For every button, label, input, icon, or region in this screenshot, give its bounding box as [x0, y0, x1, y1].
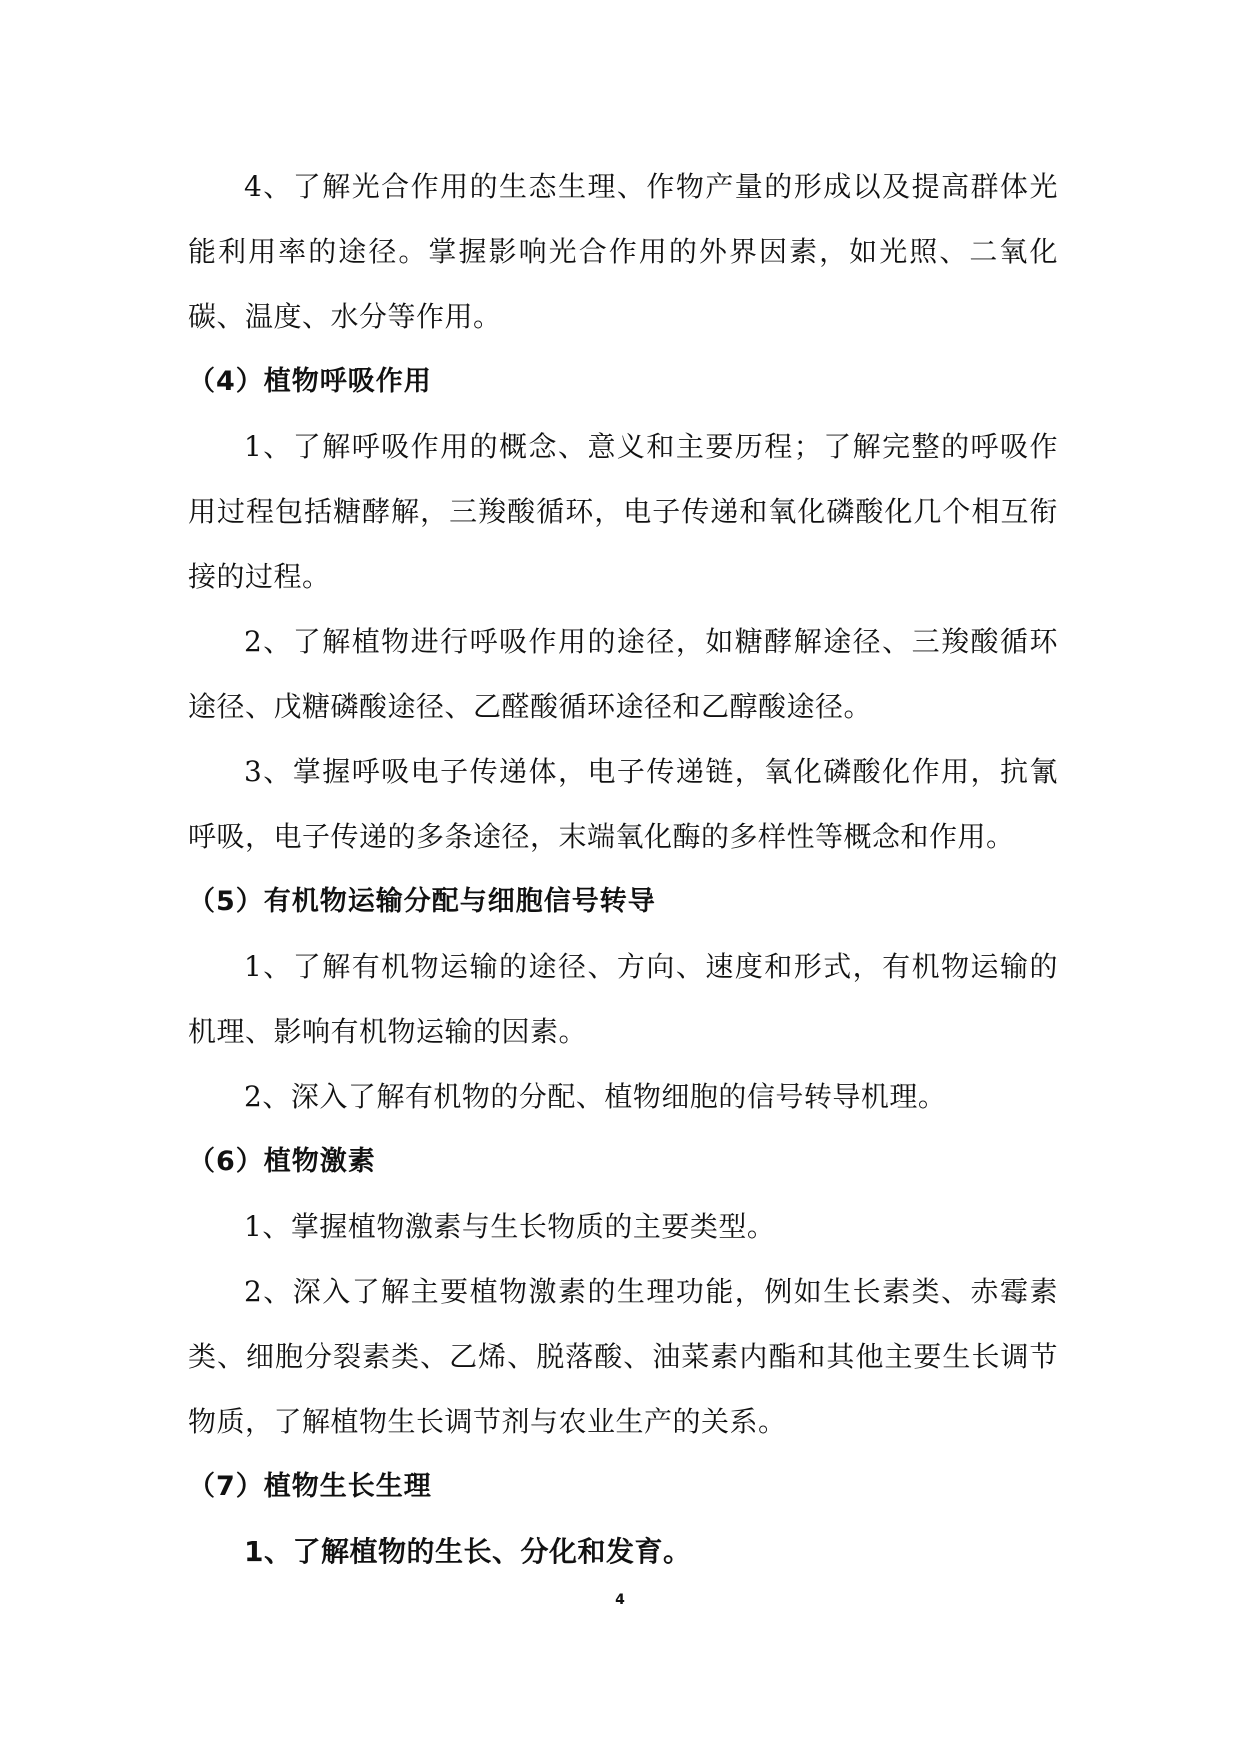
section-heading-transport-signaling: （5）有机物运输分配与细胞信号转导	[188, 886, 656, 917]
paragraph-photosynthesis-4: 4、了解光合作用的生态生理、作物产量的形成以及提高群体光能利用率的途径。掌握影响光合作用的外界因素，如光照、二氧化碳、温度、水分等作用。	[188, 170, 1058, 333]
paragraph-transport-2: 2、深入了解有机物的分配、植物细胞的信号转导机理。	[244, 1080, 947, 1113]
page-number: 4	[615, 1592, 625, 1608]
paragraph-hormones-2: 2、深入了解主要植物激素的生理功能，例如生长素类、赤霉素类、细胞分裂素类、乙烯、脱落酸、油菜素内酯和其他主要生长调节物质，了解植物生长调节剂与农业生产的关系。	[188, 1275, 1058, 1438]
paragraph-growth-1: 1、了解植物的生长、分化和发育。	[244, 1535, 692, 1568]
paragraph-hormones-1: 1、掌握植物激素与生长物质的主要类型。	[244, 1210, 776, 1243]
paragraph-transport-1: 1、了解有机物运输的途径、方向、速度和形式，有机物运输的机理、影响有机物运输的因素。	[188, 950, 1058, 1048]
document-body	[188, 154, 1058, 1584]
paragraph-respiration-1: 1、了解呼吸作用的概念、意义和主要历程；了解完整的呼吸作用过程包括糖酵解，三羧酸循环，电子传递和氧化磷酸化几个相互衔接的过程。	[188, 430, 1058, 593]
section-heading-respiration: （4）植物呼吸作用	[188, 366, 432, 397]
section-heading-hormones: （6）植物激素	[188, 1146, 376, 1177]
paragraph-respiration-2: 2、了解植物进行呼吸作用的途径，如糖酵解途径、三羧酸循环途径、戊糖磷酸途径、乙醛酸循环途径和乙醇酸途径。	[188, 625, 1058, 723]
section-heading-growth: （7）植物生长生理	[188, 1471, 432, 1502]
paragraph-respiration-3: 3、掌握呼吸电子传递体，电子传递链，氧化磷酸化作用，抗氰呼吸，电子传递的多条途径，末端氧化酶的多样性等概念和作用。	[188, 755, 1058, 853]
